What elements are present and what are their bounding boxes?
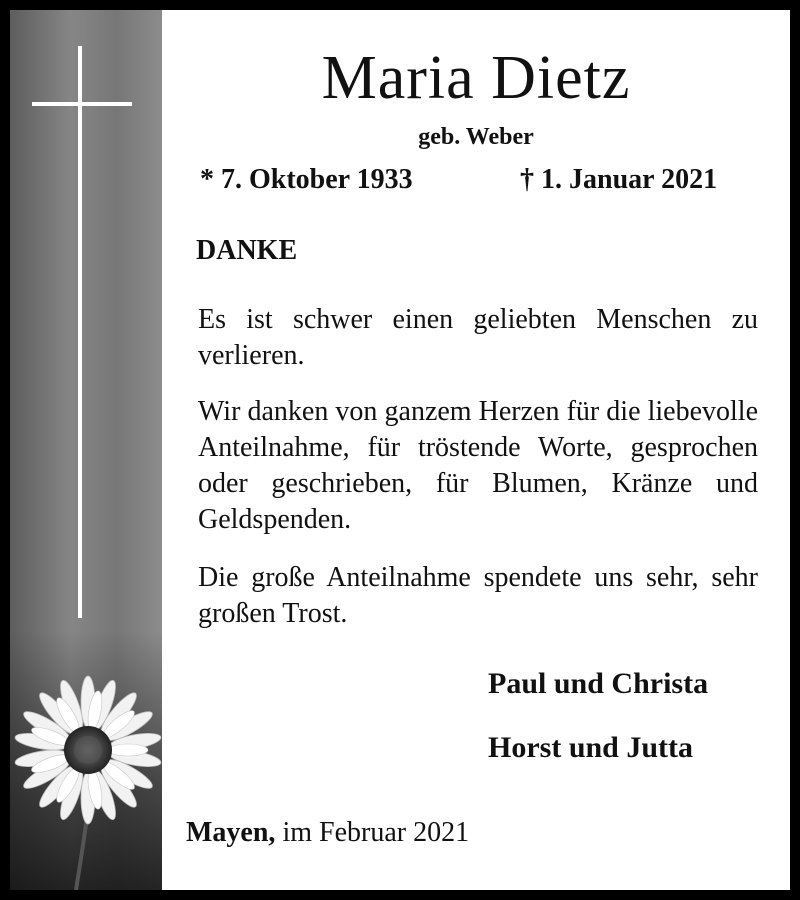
signature-1: Paul und Christa xyxy=(488,667,709,700)
maiden-name: geb. Weber xyxy=(418,124,534,150)
place-date xyxy=(186,816,469,850)
date: im Februar 2021 xyxy=(282,817,470,848)
cross-icon-bar xyxy=(32,102,132,106)
paragraph-2: Wir danken von ganzem Herzen für die liebevolle Anteilnahme, für tröstende Worte, gesprochen oder geschrieben, für Blumen, Kränze und Geldspenden. xyxy=(198,396,758,535)
daisy-flower-icon xyxy=(10,660,162,890)
paragraph-1: Es ist schwer einen geliebten Menschen zu verlieren. xyxy=(198,304,758,371)
birth-date: * 7. Oktober 1933 xyxy=(200,164,413,195)
signature-2: Horst und Jutta xyxy=(488,731,694,764)
obituary-notice xyxy=(10,10,790,890)
paragraph-3: Die große Anteilnahme spendete uns sehr, sehr großen Trost. xyxy=(198,562,758,629)
death-date: † 1. Januar 2021 xyxy=(520,164,718,195)
deceased-name: Maria Dietz xyxy=(321,44,631,112)
place: Mayen, xyxy=(186,817,276,848)
thanks-heading: DANKE xyxy=(196,235,298,266)
cross-icon xyxy=(78,46,82,618)
side-panel xyxy=(10,10,162,890)
